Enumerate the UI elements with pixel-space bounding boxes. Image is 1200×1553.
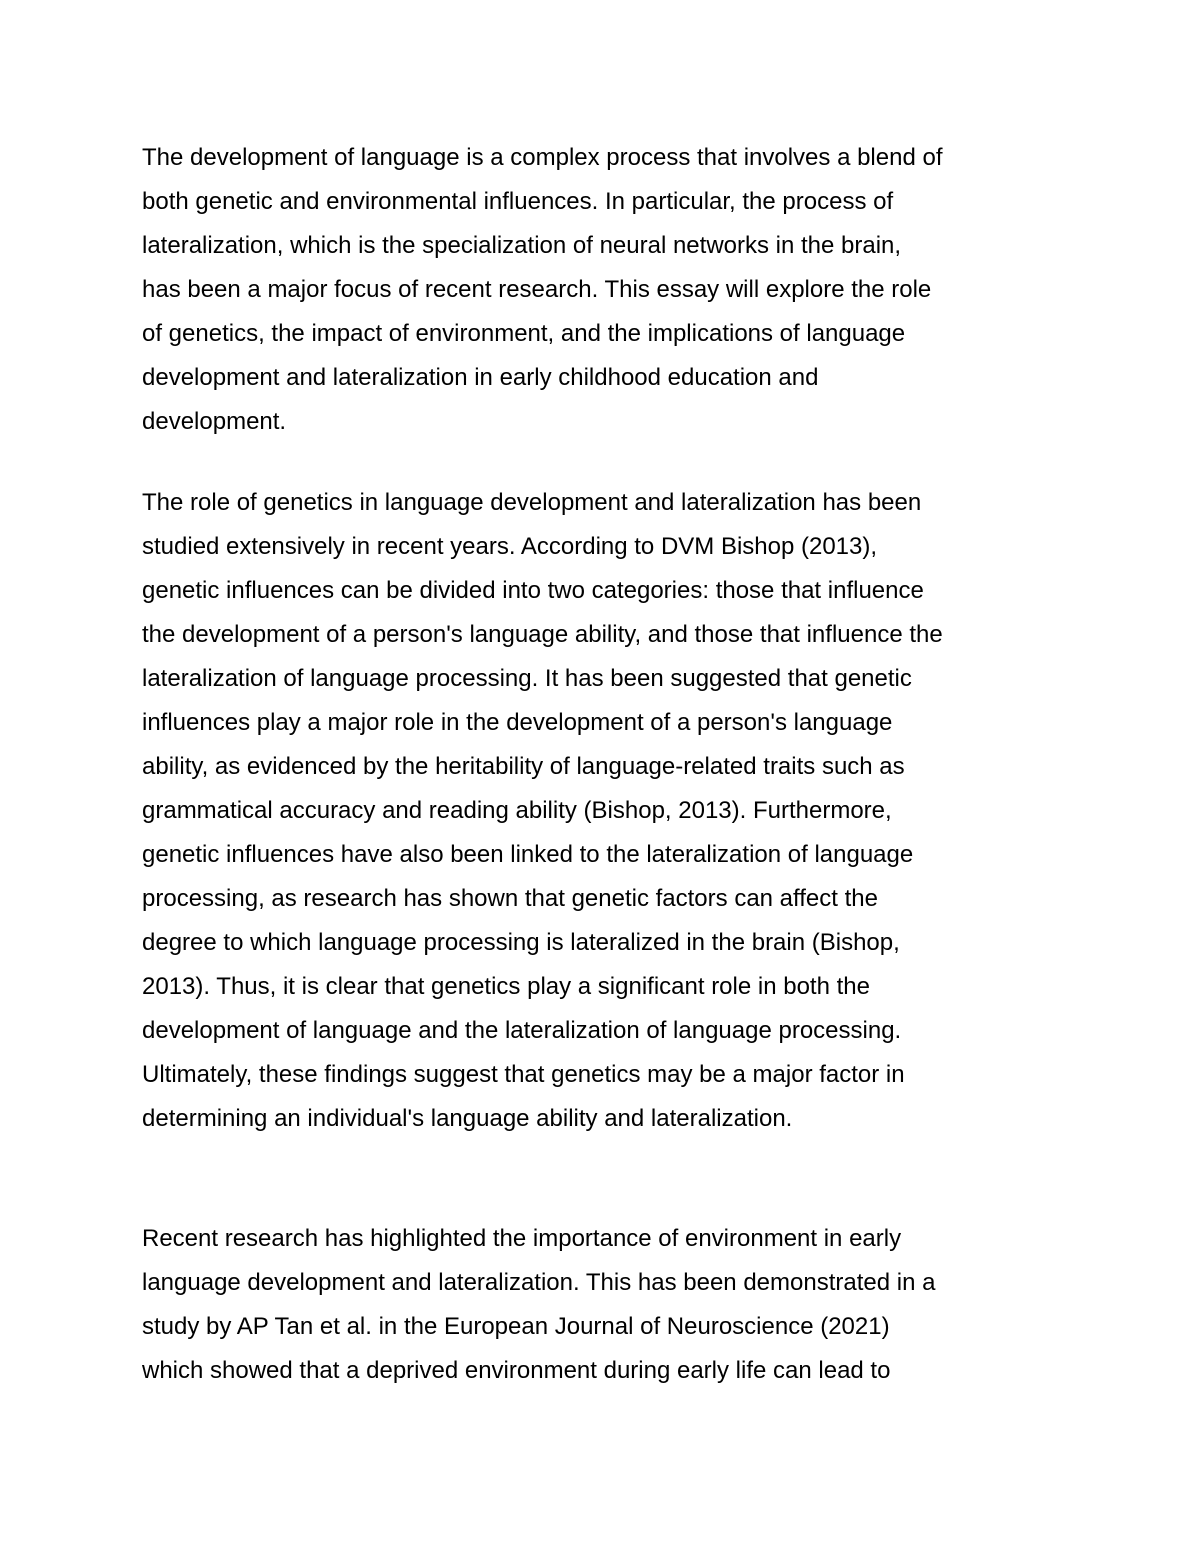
text-line: The role of genetics in language development and lateralization has been xyxy=(142,489,922,516)
text-line: genetic influences have also been linked to the lateralization of language xyxy=(142,841,914,868)
paragraph-2 xyxy=(142,481,1082,1141)
text-line: the development of a person's language ability, and those that influence the xyxy=(142,621,943,648)
text-line: The development of language is a complex process that involves a blend of xyxy=(142,144,943,171)
text-line: degree to which language processing is lateralized in the brain (Bishop, xyxy=(142,929,900,956)
text-line: which showed that a deprived environment during early life can lead to xyxy=(142,1357,891,1384)
text-line: influences play a major role in the development of a person's language xyxy=(142,709,893,736)
text-line: processing, as research has shown that genetic factors can affect the xyxy=(142,885,878,912)
text-line: lateralization of language processing. It has been suggested that genetic xyxy=(142,665,912,692)
text-line: study by AP Tan et al. in the European Journal of Neuroscience (2021) xyxy=(142,1313,890,1340)
text-line: Recent research has highlighted the importance of environment in early xyxy=(142,1225,902,1252)
text-line: determining an individual's language ability and lateralization. xyxy=(142,1105,793,1132)
text-line: both genetic and environmental influences. In particular, the process of xyxy=(142,188,894,215)
text-line: 2013). Thus, it is clear that genetics play a significant role in both the xyxy=(142,973,870,1000)
text-line: development and lateralization in early childhood education and xyxy=(142,364,819,391)
text-line: development of language and the lateralization of language processing. xyxy=(142,1017,902,1044)
text-line: development. xyxy=(142,408,287,435)
text-line: ability, as evidenced by the heritability of language-related traits such as xyxy=(142,753,905,780)
text-line: has been a major focus of recent research. This essay will explore the role xyxy=(142,276,932,303)
text-line: language development and lateralization. This has been demonstrated in a xyxy=(142,1269,936,1296)
text-line: lateralization, which is the specialization of neural networks in the brain, xyxy=(142,232,902,259)
text-line: Ultimately, these findings suggest that genetics may be a major factor in xyxy=(142,1061,905,1088)
text-line: grammatical accuracy and reading ability (Bishop, 2013). Furthermore, xyxy=(142,797,892,824)
text-line: studied extensively in recent years. According to DVM Bishop (2013), xyxy=(142,533,878,560)
paragraph-1 xyxy=(142,136,1082,444)
text-line: of genetics, the impact of environment, and the implications of language xyxy=(142,320,906,347)
paragraph-3 xyxy=(142,1217,1082,1393)
text-line: genetic influences can be divided into two categories: those that influence xyxy=(142,577,924,604)
